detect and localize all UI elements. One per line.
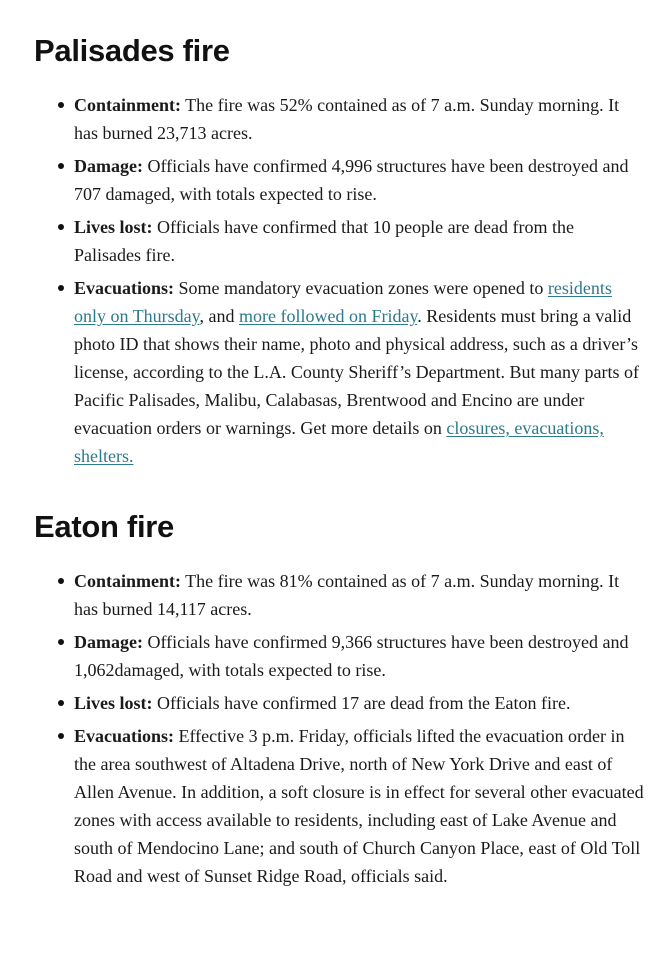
eaton-containment-item (74, 567, 644, 623)
palisades-lives-lost-text: Officials have confirmed that 10 people are dead from the Palisades fire. (74, 217, 574, 265)
eaton-lives-lost-text: Officials have confirmed 17 are dead from the Eaton fire. (152, 693, 571, 713)
palisades-evacuations-text-2: , and (199, 306, 239, 326)
palisades-lives-lost-label: Lives lost: (74, 217, 153, 237)
eaton-fire-heading: Eaton fire (34, 509, 174, 544)
palisades-damage-label: Damage: (74, 156, 143, 176)
palisades-fire-heading: Palisades fire (34, 33, 230, 68)
palisades-evacuations-text-3: . Residents must bring a valid photo ID that shows their name, photo and physical address, such as a driver’s license, according to the L.A. County Sheriff’s Department. But many parts of Pacific Palisades, Malibu, Calabasas, Brentwood and Encino are under evacuation orders or warnings. Get more details on (74, 306, 640, 438)
palisades-fire-section (34, 30, 644, 475)
palisades-damage-text: Officials have confirmed 4,996 structures have been destroyed and 707 damaged, with totals expected to rise. (74, 156, 629, 204)
palisades-damage-item (74, 152, 644, 208)
eaton-containment-text: The fire was 81% contained as of 7 a.m. Sunday morning. It has burned 14,117 acres. (74, 571, 620, 619)
palisades-containment-label: Containment: (74, 95, 181, 115)
eaton-damage-text: Officials have confirmed 9,366 structures have been destroyed and 1,062damaged, with totals expected to rise. (74, 632, 629, 680)
eaton-damage-label: Damage: (74, 632, 143, 652)
palisades-containment-item (74, 91, 644, 147)
eaton-evacuations-text: Effective 3 p.m. Friday, officials lifted the evacuation order in the area southwest of Altadena Drive, north of New York Drive and east of Allen Avenue. In addition, a soft closure is in effect for several other evacuated zones with access available to residents, including east of Lake Avenue and south of Mendocino Lane; and south of Church Canyon Place, east of Old Toll Road and west of Sunset Ridge Road, officials said. (74, 726, 644, 886)
palisades-containment-text: The fire was 52% contained as of 7 a.m. Sunday morning. It has burned 23,713 acres. (74, 95, 620, 143)
residents-only-thursday-link[interactable]: residents only on Thursday (74, 278, 612, 326)
closures-evacuations-shelters-link[interactable]: closures, evacuations, shelters. (74, 418, 604, 466)
eaton-lives-lost-item (74, 689, 644, 717)
palisades-evacuations-text-1: Some mandatory evacuation zones were opened to (174, 278, 548, 298)
eaton-evacuations-label: Evacuations: (74, 726, 175, 746)
eaton-fire-list (34, 567, 644, 890)
palisades-fire-list (34, 91, 644, 470)
eaton-fire-section (34, 506, 644, 895)
palisades-evacuations-label: Evacuations: (74, 278, 175, 298)
eaton-lives-lost-label: Lives lost: (74, 693, 153, 713)
eaton-damage-item (74, 628, 644, 684)
eaton-evacuations-item (74, 722, 644, 890)
eaton-containment-label: Containment: (74, 571, 181, 591)
palisades-lives-lost-item (74, 213, 644, 269)
palisades-evacuations-item (74, 274, 644, 470)
more-followed-friday-link[interactable]: more followed on Friday (239, 306, 418, 326)
